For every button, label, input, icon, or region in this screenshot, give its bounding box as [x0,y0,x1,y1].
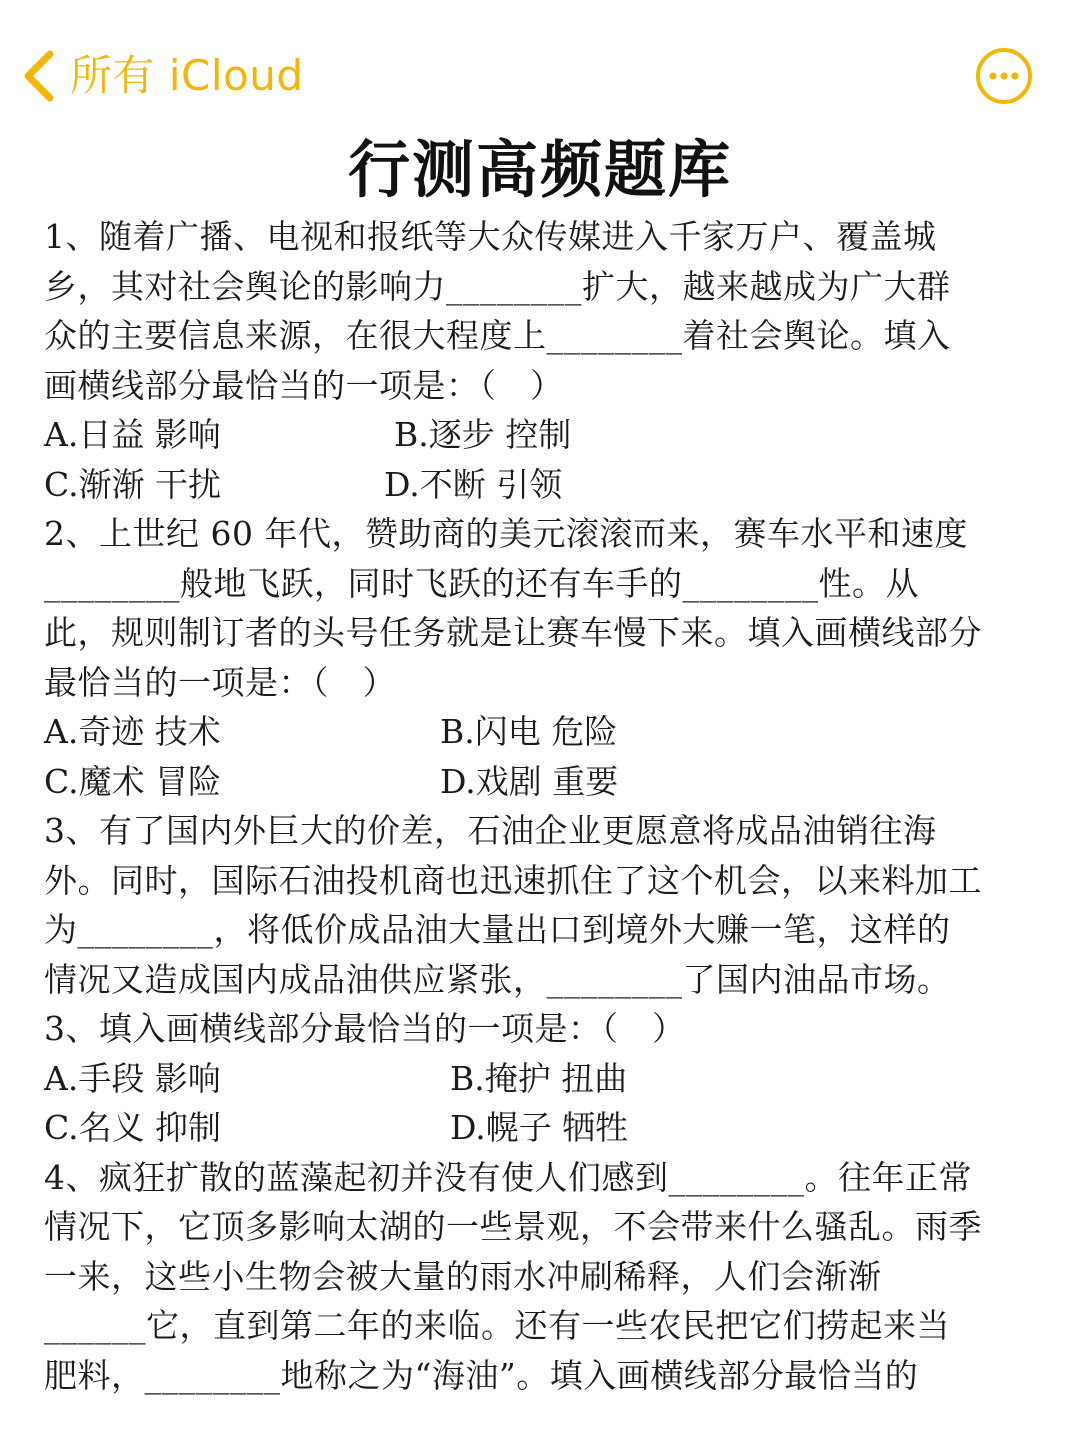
back-label: 所有 iCloud [70,51,304,100]
question-text-line: 乡，其对社会舆论的影响力________扩大，越来越成为广大群 [44,266,951,306]
page-title: 行测高频题库 [347,133,732,206]
question-text-line: ______它，直到第二年的来临。还有一些农民把它们捞起来当 [44,1306,950,1345]
more-ellipsis-icon [974,46,1034,106]
question-text-line: 众的主要信息来源，在很大程度上________着社会舆论。填入 [44,316,951,355]
question-text-line: 最恰当的一项是：（ ） [44,662,396,702]
question-list [44,212,1044,1400]
question-text-line: 为________，将低价成品油大量出口到境外大赚一笔，这样的 [44,910,951,949]
option-d: D.幌子 牺牲 [450,1108,629,1147]
question-text-line: 2、上世纪 60 年代，赞助商的美元滚滚而来，赛车水平和速度 [44,514,968,553]
back-button[interactable] [18,44,304,108]
question-text-line: 1、随着广播、电视和报纸等大众传媒进入千家万户、覆盖城 [44,217,937,256]
option-b: B.逐步 控制 [394,415,572,454]
option-a: A.奇迹 技术 [44,712,221,751]
question-1 [44,212,1044,509]
option-d: D.戏剧 重要 [440,761,619,801]
question-text-line: 3、填入画横线部分最恰当的一项是：（ ） [44,1009,686,1048]
option-c: C.名义 抑制 [44,1108,222,1147]
question-text-line: 肥料，________地称之为“海油”。填入画横线部分最恰当的 [44,1355,919,1395]
option-c: C.渐渐 干扰 [44,464,222,504]
option-row [44,460,1044,510]
option-row [44,1054,1044,1104]
option-b: B.掩护 扭曲 [450,1058,628,1098]
option-row [44,1103,1044,1153]
nav-bar [0,0,1080,128]
chevron-left-icon [18,44,58,108]
question-text-line: 此，规则制订者的头号任务就是让赛车慢下来。填入画横线部分 [44,613,982,652]
question-text-line: 情况下，它顶多影响太湖的一些景观，不会带来什么骚乱。雨季 [44,1207,982,1246]
option-a: A.手段 影响 [44,1058,221,1098]
question-4 [44,1153,1044,1401]
option-row [44,410,1044,460]
option-b: B.闪电 危险 [440,712,618,751]
question-text-line: 3、有了国内外巨大的价差，石油企业更愿意将成品油销往海 [44,811,937,850]
question-text-line: 4、疯狂扩散的蓝藻起初并没有使人们感到________。往年正常 [44,1157,972,1197]
question-text-line: 情况又造成国内成品油供应紧张，________了国内油品市场。 [44,959,951,999]
question-text-line: 画横线部分最恰当的一项是：（ ） [44,365,564,405]
option-c: C.魔术 冒险 [44,761,222,801]
more-button[interactable] [974,46,1034,106]
option-d: D.不断 引领 [384,464,563,504]
option-row [44,757,1044,807]
question-3 [44,806,1044,1153]
question-text-line: 一来，这些小生物会被大量的雨水冲刷稀释，人们会渐渐 [44,1256,882,1296]
option-a: A.日益 影响 [44,415,221,454]
question-text-line: 外。同时，国际石油投机商也迅速抓住了这个机会，以来料加工 [44,860,982,900]
question-text-line: ________般地飞跃，同时飞跃的还有车手的________性。从 [44,563,919,603]
option-row [44,707,1044,757]
question-2 [44,509,1044,806]
